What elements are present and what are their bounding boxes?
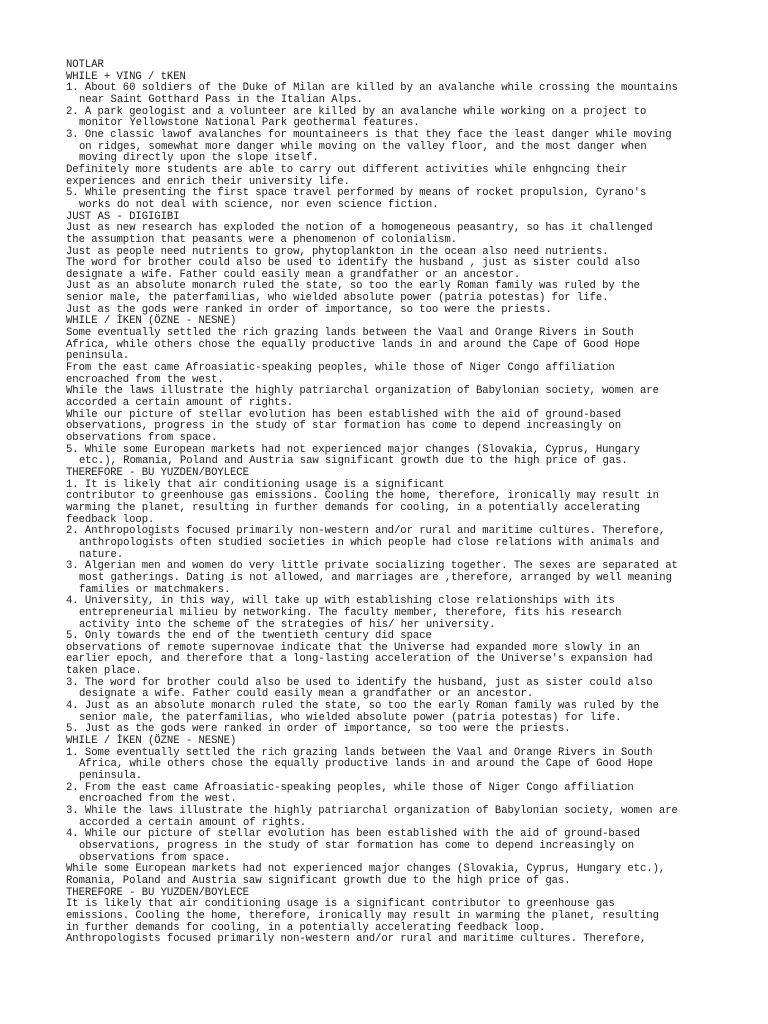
text-line: accorded a certain amount of rights. — [66, 397, 294, 410]
numbered-item: 2. Anthropologists focused primarily non-western and/or rural and maritime cultures. Therefore, anthropologists often studied societies in which people had close relations with animals and nature. — [66, 525, 666, 561]
text-line: emissions. Cooling the home, therefore, ironically may result in warming the planet, resulting — [66, 909, 659, 922]
numbered-item: 2. From the east came Afroasiatic-speaking peoples, while those of Niger Congo affiliation encroached from the west. — [66, 781, 634, 806]
text-line: Some eventually settled the rich grazing lands between the Vaal and Orange Rivers in South — [66, 327, 634, 340]
text-line: Africa, while others chose the equally productive lands in and around the Cape of Good Hope — [66, 338, 640, 351]
numbered-item: 3. Algerian men and women do very little private socializing together. The sexes are separated at most gatherings. Dating is not allowed, and marriages are ,therefore, arranged by well meaning families or matchmakers. — [66, 560, 678, 596]
text-line: Just as the gods were ranked in order of importance, so too were the priests. — [66, 303, 552, 316]
numbered-item: 3. While the laws illustrate the highly patriarchal organization of Babylonian society, women are accorded a certain amount of rights. — [66, 805, 678, 829]
text-line: Romania, Poland and Austria saw significant growth due to the high price of gas. — [66, 874, 571, 887]
section-heading: JUST AS - DIGIGIBI — [66, 210, 180, 223]
numbered-item: 2. A park geologist and a volunteer are killed by an avalanche while working on a project to monitor Yellowstone National Park geothermal features. — [66, 105, 647, 130]
text-line: contributor to greenhouse gas emissions. Cooling the home, therefore, ironically may result in — [66, 490, 659, 503]
numbered-item: 3. One classic lawof avalanches for mountaineers is that they face the least danger while moving on ridges, somewhat more danger while moving on the valley floor, and the most danger when moving directly upon the slope itself. — [66, 128, 672, 165]
section-heading: WHILE / İKEN (ÖZNE - NESNE) — [66, 315, 237, 328]
text-line: Definitely more students are able to carry out different activities while enhgncing their — [66, 163, 628, 176]
numbered-item: 4. University, in this way, will take up with establishing close relationships with its entrepreneurial milieu by networking. The faculty member, therefore, fits his research activity into the scheme of the strategies of his/ her university. — [66, 595, 622, 631]
text-line: The word for brother could also be used to identify the husband , just as sister could also — [66, 257, 640, 270]
document-body — [66, 60, 706, 946]
text-line: Just as new research has exploded the notion of a homogeneous peasantry, so has it challenged — [66, 222, 653, 235]
text-line: Just as people need nutrients to grow, phytoplankton in the ocean also need nutrients. — [66, 245, 609, 258]
numbered-item: 1. Some eventually settled the rich grazing lands between the Vaal and Orange Rivers in South Africa, while others chose the equally productive lands in and around the Cape of Good Hope peninsula. — [66, 746, 653, 783]
text-line: feedback loop. — [66, 513, 155, 526]
section-heading: WHILE + VING / tKEN — [66, 70, 186, 83]
text-line: While the laws illustrate the highly patriarchal organization of Babylonian society, women are — [66, 385, 659, 398]
text-line: designate a wife. Father could easily mean a grandfather or an ancestor. — [66, 268, 521, 281]
text-line: observations from space. — [66, 432, 218, 444]
text-line: observations, progress in the study of star formation has come to depend increasingly on — [66, 420, 622, 433]
text-line: 5. Just as the gods were ranked in order of importance, so too were the priests. — [66, 723, 571, 736]
text-line: While some European markets had not experienced major changes (Slovakia, Cyprus, Hungary etc.), — [66, 863, 666, 876]
section-heading: THEREFORE - BU YUZDEN/BOYLECE — [66, 886, 249, 899]
numbered-item: 4. Just as an absolute monarch ruled the state, so too the early Roman family was ruled by the senior male, the paterfamilias, who wielded absolute power (patria potestas) for life. — [66, 700, 659, 724]
section-heading: WHILE / İKEN (ÖZNE - NESNE) — [66, 735, 237, 748]
text-line: earlier epoch, and therefore that a long-lasting acceleration of the Universe's expansion had — [66, 653, 653, 666]
text-line: From the east came Afroasiatic-speaking peoples, while those of Niger Congo affiliation — [66, 362, 615, 375]
text-line: warming the planet, resulting in further demands for cooling, in a potentially accelerating — [66, 501, 640, 514]
text-line: observations of remote supernovae indicate that the Universe had expanded more slowly in an — [66, 641, 640, 654]
numbered-item: 5. While presenting the first space travel performed by means of rocket propulsion, Cyrano's works do not deal with science, nor even science fiction. — [66, 187, 647, 211]
text-line: Just as an absolute monarch ruled the state, so too the early Roman family was ruled by the — [66, 280, 640, 293]
text-line: in further demands for cooling, in a potentially accelerating feedback loop. — [66, 921, 546, 934]
text-line: taken place. — [66, 665, 142, 678]
numbered-item: 3. The word for brother could also be used to identify the husband, just as sister could also designate a wife. Father could easily mean a grandfather or an ancestor. — [66, 676, 653, 701]
text-line: experiences and enrich their university life. — [66, 175, 350, 188]
numbered-item: 1. About 60 soldiers of the Duke of Milan are killed by an avalanche while crossing the mountains near Saint Gotthard Pass in the Italian Alps. — [66, 82, 678, 106]
text-line: Anthropologists focused primarily non-western and/or rural and maritime cultures. Therefore, — [66, 933, 647, 946]
text-line: While our picture of stellar evolution has been established with the aid of ground-based — [66, 408, 622, 421]
section-heading: NOTLAR — [66, 59, 104, 71]
text-line: senior male, the paterfamilias, who wielded absolute power (patria potestas) for life. — [66, 292, 609, 305]
text-line: encroached from the west. — [66, 373, 224, 386]
section-heading: THEREFORE - BU YUZDEN/BOYLECE — [66, 466, 249, 479]
text-line: It is likely that air conditioning usage is a significant contributor to greenhouse gas — [66, 898, 615, 911]
numbered-item: 4. While our picture of stellar evolution has been established with the aid of ground-based observations, progress in the study of star formation has come to depend increasingly on observations from space. — [66, 828, 640, 864]
text-line: 5. Only towards the end of the twentieth century did space — [66, 630, 432, 643]
numbered-item: 5. While some European markets had not experienced major changes (Slovakia, Cyprus, Hungary etc.), Romania, Poland and Austria saw significant growth due to the high price of gas. — [66, 443, 640, 468]
text-line: 1. It is likely that air conditioning usage is a significant — [66, 478, 445, 491]
text-line: peninsula. — [66, 350, 130, 363]
text-line: the assumption that peasants were a phenomenon of colonialism. — [66, 233, 458, 246]
